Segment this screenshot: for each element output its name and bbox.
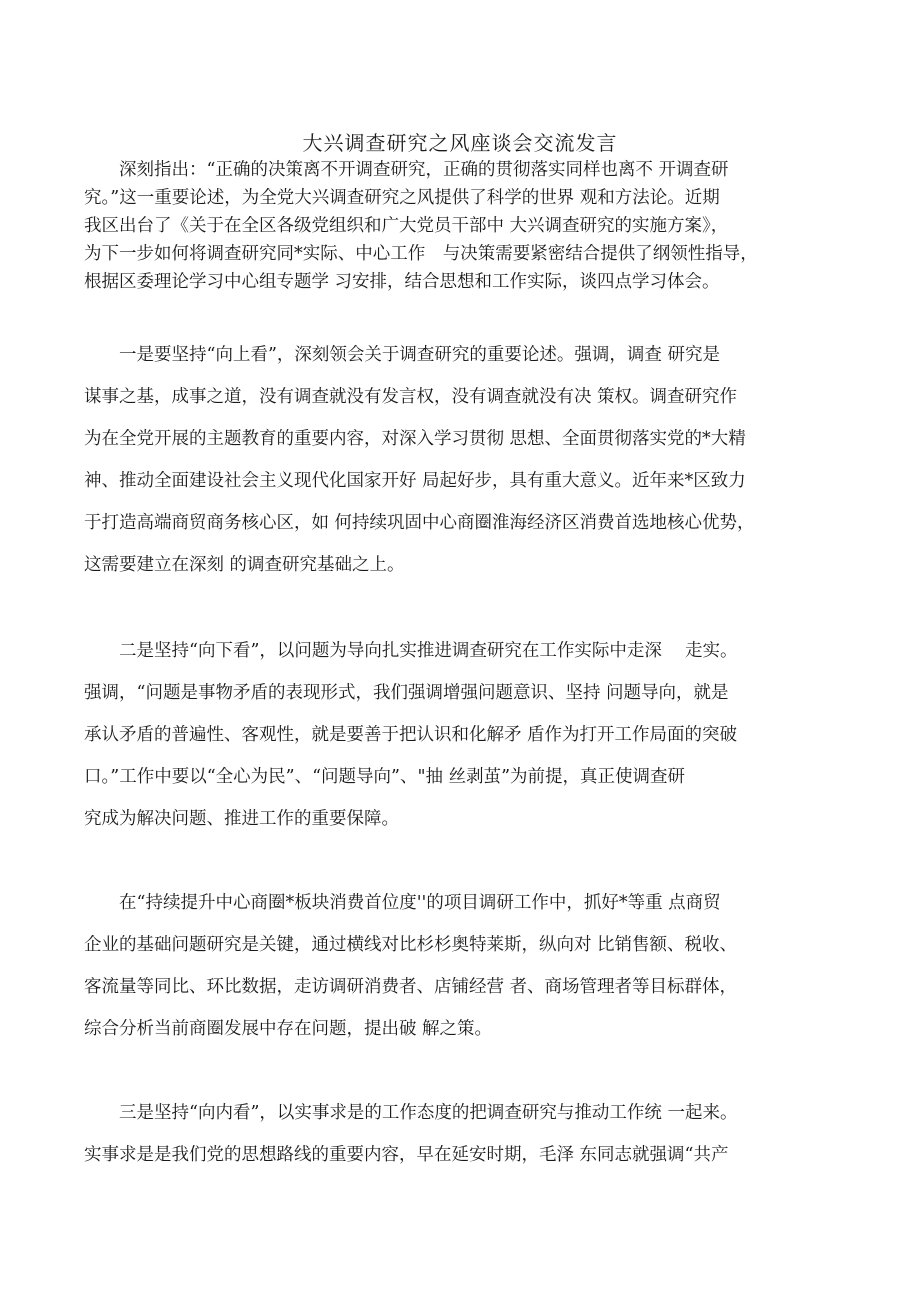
text-line: 一是要坚持“向上看”，深刻领会关于调查研究的重要论述。强调，调查 研究是 bbox=[119, 345, 720, 365]
paragraph-look-down bbox=[84, 630, 852, 840]
text-line: 究成为解决问题、推进工作的重要保障。 bbox=[84, 809, 399, 829]
text-line: 这需要建立在深刻 的调查研究基础之上。 bbox=[84, 555, 405, 575]
paragraph-look-up bbox=[84, 334, 852, 586]
text-line: 为下一步如何将调查研究同*实际、中心工作 与决策需要紧密结合提供了纲领性指导， bbox=[84, 244, 758, 264]
text-line: 为在全党开展的主题教育的重要内容，对深入学习贯彻 思想、全面贯彻落实党的*大精 bbox=[84, 429, 746, 449]
text-line: 客流量等同比、环比数据，走访调研消费者、店铺经营 者、商场管理者等目标群体， bbox=[84, 977, 738, 997]
text-line: 于打造高端商贸商务核心区，如 何持续巩固中心商圈淮海经济区消费首选地核心优势， bbox=[84, 513, 755, 533]
text-line: 我区出台了《关于在全区各级党组织和广大党员干部中 大兴调查研究的实施方案》， bbox=[84, 216, 729, 236]
text-line: 口。”工作中要以“全心为民”、“问题导向”、"抽 丝剥茧”为前提，真正使调查研 bbox=[84, 767, 686, 787]
document-title: 大兴调查研究之风座谈会交流发言 bbox=[302, 131, 618, 155]
text-line: 究。”这一重要论述，为全党大兴调查研究之风提供了科学的世界 观和方法论。近期 bbox=[84, 188, 720, 208]
text-line: 深刻指出：“正确的决策离不开调查研究，正确的贯彻落实同样也离不 开调查研 bbox=[119, 160, 729, 180]
text-line: 企业的基础问题研究是关键，通过横线对比杉杉奥特莱斯，纵向对 比销售额、税收、 bbox=[84, 935, 738, 955]
text-line: 根据区委理论学习中心组专题学 习安排，结合思想和工作实际，谈四点学习体会。 bbox=[84, 272, 720, 292]
text-line: 承认矛盾的普遍性、客观性，就是要善于把认识和化解矛 盾作为打开工作局面的突破 bbox=[84, 725, 738, 745]
text-line: 二是坚持“向下看”，以问题为导向扎实推进调查研究在工作实际中走深 走实。 bbox=[119, 641, 738, 661]
paragraph-intro bbox=[84, 156, 852, 296]
text-line: 神、推动全面建设社会主义现代化国家开好 局起好步，具有重大意义。近年来*区致力 bbox=[84, 471, 746, 491]
paragraph-look-inward bbox=[84, 1092, 852, 1176]
text-line: 实事求是是我们党的思想路线的重要内容，早在延安时期，毛泽 东同志就强调“共产 bbox=[84, 1145, 729, 1165]
text-line: 谋事之基，成事之道，没有调查就没有发言权，没有调查就没有决 策权。调查研究作 bbox=[84, 387, 738, 407]
paragraph-project-research bbox=[84, 882, 852, 1050]
text-line: 三是坚持“向内看”，以实事求是的工作态度的把调查研究与推动工作统 一起来。 bbox=[119, 1103, 738, 1123]
text-line: 在“持续提升中心商圈*板块消费首位度''的项目调研工作中，抓好*等重 点商贸 bbox=[119, 893, 721, 913]
text-line: 强调，“问题是事物矛盾的表现形式，我们强调增强问题意识、坚持 问题导向，就是 bbox=[84, 683, 729, 703]
text-line: 综合分析当前商圈发展中存在问题，提出破 解之策。 bbox=[84, 1019, 493, 1039]
